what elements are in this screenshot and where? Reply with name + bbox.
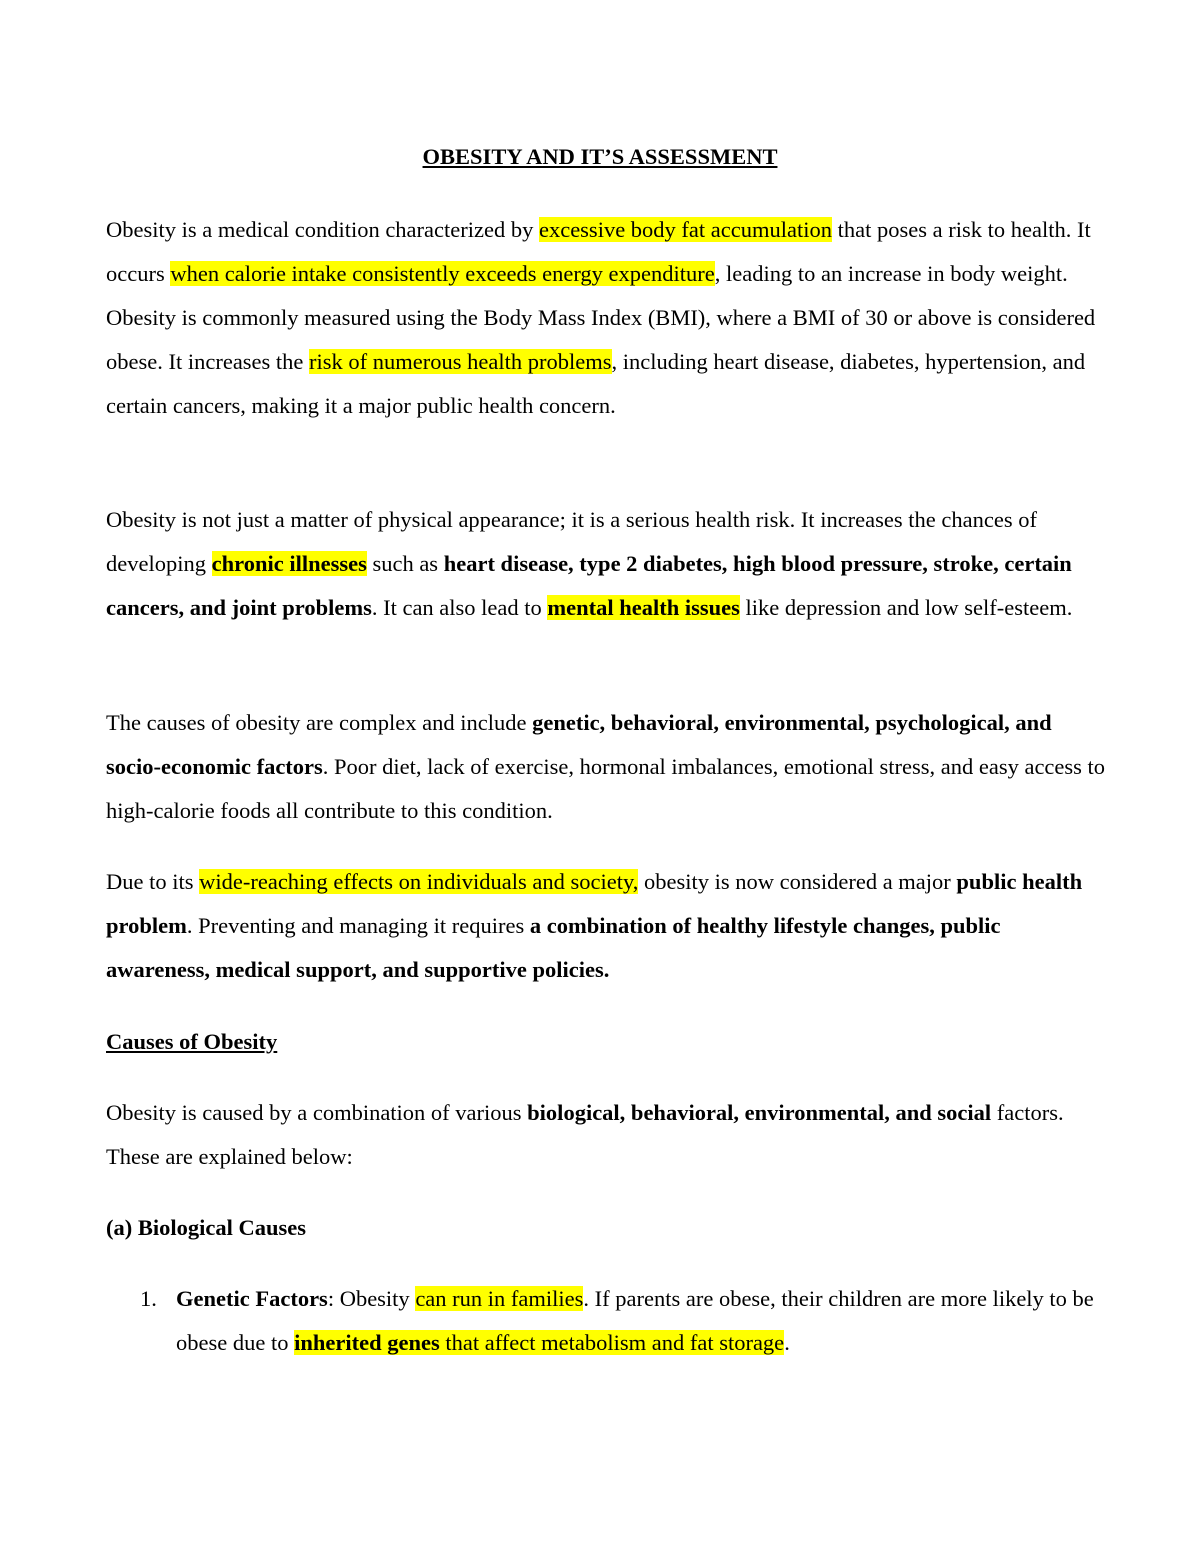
paragraph-causes-overview xyxy=(106,701,1106,833)
text-run: . It can also lead to xyxy=(371,595,548,620)
text-run: . Poor diet, lack of exercise, hormonal imbalances, emotional stress, and easy access to high-calorie foods all contribute to this condition. xyxy=(106,754,1106,823)
bold-text: public health problem xyxy=(106,869,1083,938)
bold-text: a combination of healthy lifestyle changes, public awareness, medical support, and supportive policies. xyxy=(106,913,1001,982)
highlighted-bold-text: mental health issues xyxy=(547,595,740,620)
list-item-genetic-factors xyxy=(106,1277,1106,1365)
text-run: , including heart disease, diabetes, hypertension, and certain cancers, making it a major public health concern. xyxy=(106,349,1086,418)
text-run: Obesity is caused by a combination of various xyxy=(106,1100,528,1125)
highlighted-bold-text: inherited genes xyxy=(294,1330,440,1355)
highlighted-text: risk of numerous health problems xyxy=(309,349,612,374)
text-run: such as xyxy=(366,551,444,576)
paragraph-obesity-definition xyxy=(106,208,1106,428)
section-heading-causes: Causes of Obesity xyxy=(106,1029,278,1054)
paragraph-health-risks xyxy=(106,498,1106,630)
highlighted-text: wide-reaching effects on individuals and society, xyxy=(199,869,639,894)
bold-text: heart disease, type 2 diabetes, high blood pressure, stroke, certain cancers, and joint problems xyxy=(106,551,1072,620)
text-run: obesity is now considered a major xyxy=(638,869,957,894)
highlighted-text: excessive body fat accumulation xyxy=(538,217,832,242)
subheading-biological-causes: (a) Biological Causes xyxy=(106,1215,306,1240)
text-run: factors. These are explained below: xyxy=(106,1100,1064,1169)
highlighted-text: when calorie intake consistently exceeds energy expenditure xyxy=(170,261,715,286)
text-run: that poses a risk to health. It occurs xyxy=(106,217,1091,286)
text-run: The causes of obesity are complex and include xyxy=(106,710,533,735)
highlighted-text: can run in families xyxy=(415,1286,584,1311)
paragraph-causes-intro xyxy=(106,1091,1106,1179)
text-run: like depression and low self-esteem. xyxy=(739,595,1073,620)
text-run: Obesity is not just a matter of physical appearance; it is a serious health risk. It increases the chances of developing xyxy=(106,507,1037,576)
bold-text: Genetic Factors xyxy=(176,1286,328,1311)
highlighted-bold-text: chronic illnesses xyxy=(211,551,367,576)
list-item-number: 1. xyxy=(140,1286,157,1311)
bold-text: biological, behavioral, environmental, and social xyxy=(527,1100,992,1125)
text-run: : Obesity xyxy=(327,1286,416,1311)
bold-text: genetic, behavioral, environmental, psychological, and socio-economic factors xyxy=(106,710,1052,779)
text-run: Due to its xyxy=(106,869,200,894)
text-run: Obesity is a medical condition characterized by xyxy=(106,217,539,242)
text-run: . Preventing and managing it requires xyxy=(186,913,530,938)
highlighted-text: that affect metabolism and fat storage xyxy=(445,1330,785,1355)
document-title: OBESITY AND IT’S ASSESSMENT xyxy=(422,144,778,169)
text-run: . xyxy=(784,1330,790,1355)
causes-list xyxy=(106,1277,1106,1365)
text-run: , leading to an increase in body weight. Obesity is commonly measured using the Body Mass Index (BMI), where a BMI of 30 or above is considered obese. It increases the xyxy=(106,261,1096,374)
paragraph-public-health xyxy=(106,860,1106,992)
text-run: . If parents are obese, their children are more likely to be obese due to xyxy=(176,1286,1094,1355)
